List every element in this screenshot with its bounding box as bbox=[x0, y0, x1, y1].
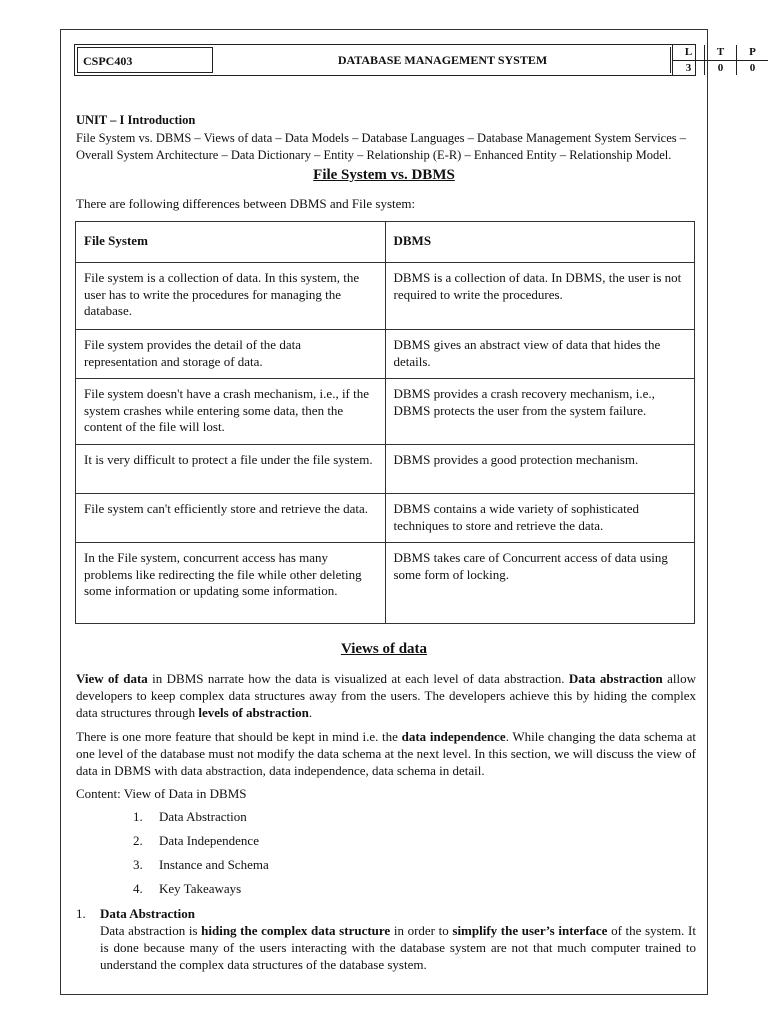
table-cell: In the File system, concurrent access has many problems like redirecting the file while other deleting some information or updating some information. bbox=[76, 543, 386, 624]
table-cell: File system provides the detail of the data representation and storage of data. bbox=[76, 330, 386, 379]
table-cell: DBMS gives an abstract view of data that hides the details. bbox=[385, 330, 695, 379]
table-header-row bbox=[76, 222, 695, 263]
heading-number: 1. bbox=[76, 906, 86, 921]
list-number: 3. bbox=[133, 857, 143, 872]
list-number: 2. bbox=[133, 833, 143, 848]
list-number: 1. bbox=[133, 809, 143, 824]
ltp-label-t: T bbox=[704, 45, 736, 60]
section-title-file-vs-dbms: File System vs. DBMS bbox=[313, 167, 455, 183]
term-levels-of-abstraction: levels of abstraction bbox=[198, 705, 309, 720]
course-code: CSPC403 bbox=[77, 47, 213, 73]
views-paragraph-1 bbox=[76, 670, 696, 721]
comparison-table bbox=[75, 221, 695, 624]
table-cell: DBMS takes care of Concurrent access of data using some form of locking. bbox=[385, 543, 695, 624]
list-item bbox=[133, 880, 269, 904]
table-cell: DBMS is a collection of data. In DBMS, the user is not required to write the procedures. bbox=[385, 263, 695, 330]
list-label: Data Abstraction bbox=[159, 809, 247, 824]
table-row bbox=[76, 379, 695, 445]
views-paragraph-2 bbox=[76, 728, 696, 779]
term-view-of-data: View of data bbox=[76, 671, 148, 686]
ltp-grid bbox=[672, 45, 768, 75]
text-span: . While changing the data schema at one level of the database must not modify the data schema at the next level. In this section, we will discuss the view of data in DBMS with data abstraction, data independence, data schema in detail. bbox=[76, 729, 697, 778]
table-cell: File system doesn't have a crash mechanism, i.e., if the system crashes while entering some data, then the content of the file will lost. bbox=[76, 379, 386, 445]
list-item bbox=[133, 832, 269, 856]
list-label: Data Independence bbox=[159, 833, 259, 848]
ltp-value-p: 0 bbox=[736, 60, 768, 75]
text-span: of the system. It is done because many of the users interacting with the database system are not that much computer trained to understand the complex data structures of the database system. bbox=[100, 923, 696, 972]
list-label: Key Takeaways bbox=[159, 881, 242, 896]
unit-topics: File System vs. DBMS – Views of data – Data Models – Database Languages – Database Management System Services – Overall System Architecture – Data Dictionary – Entity – Relationship (E-R) – Enhanced Entity – Relationship Model. bbox=[76, 131, 687, 162]
content-list bbox=[133, 808, 269, 904]
data-abstraction-body bbox=[100, 922, 696, 973]
ltp-value-l: 3 bbox=[672, 60, 704, 75]
table-cell: DBMS provides a good protection mechanism. bbox=[385, 445, 695, 494]
column-header-dbms: DBMS bbox=[385, 222, 695, 263]
term-simplify-interface: simplify the user’s interface bbox=[452, 923, 608, 938]
text-span: allow developers to keep complex data structures away from the users. The developers achieve this by hiding the complex data structures through bbox=[76, 671, 696, 720]
section-title-views-of-data: Views of data bbox=[340, 641, 428, 657]
text-span: in order to bbox=[390, 923, 453, 938]
text-span: Data abstraction is bbox=[100, 923, 202, 938]
table-cell: DBMS provides a crash recovery mechanism, i.e., DBMS protects the user from the system failure. bbox=[385, 379, 695, 445]
table-cell: File system is a collection of data. In this system, the user has to write the procedures for managing the database. bbox=[76, 263, 386, 330]
column-header-file-system: File System bbox=[76, 222, 386, 263]
list-item bbox=[133, 856, 269, 880]
text-span: There is one more feature that should be kept in mind i.e. the bbox=[76, 729, 402, 744]
table-cell: It is very difficult to protect a file under the file system. bbox=[76, 445, 386, 494]
course-title: DATABASE MANAGEMENT SYSTEM bbox=[215, 47, 671, 73]
term-data-independence: data independence bbox=[401, 729, 506, 744]
table-row bbox=[76, 445, 695, 494]
course-header bbox=[74, 44, 756, 76]
heading-label: Data Abstraction bbox=[100, 906, 195, 921]
list-item bbox=[133, 808, 269, 832]
table-cell: DBMS contains a wide variety of sophisticated techniques to store and retrieve the data. bbox=[385, 494, 695, 543]
table-row bbox=[76, 494, 695, 543]
text-span: . bbox=[308, 705, 313, 720]
table-cell: File system can't efficiently store and retrieve the data. bbox=[76, 494, 386, 543]
text-span: in DBMS narrate how the data is visualized at each level of data abstraction. bbox=[147, 671, 569, 686]
ltp-label-p: P bbox=[736, 45, 768, 60]
term-data-abstraction: Data abstraction bbox=[568, 671, 663, 686]
list-label: Instance and Schema bbox=[159, 857, 269, 872]
ltp-label-l: L bbox=[672, 45, 704, 60]
table-row bbox=[76, 263, 695, 330]
table-row bbox=[76, 330, 695, 379]
ltp-value-t: 0 bbox=[704, 60, 736, 75]
term-hiding-complex-structure: hiding the complex data structure bbox=[201, 923, 391, 938]
data-abstraction-heading bbox=[76, 906, 195, 922]
table-row bbox=[76, 543, 695, 624]
section-intro: There are following differences between DBMS and File system: bbox=[76, 196, 416, 211]
list-number: 4. bbox=[133, 881, 143, 896]
unit-heading: UNIT – I Introduction bbox=[76, 113, 196, 127]
content-label: Content: View of Data in DBMS bbox=[76, 786, 247, 801]
